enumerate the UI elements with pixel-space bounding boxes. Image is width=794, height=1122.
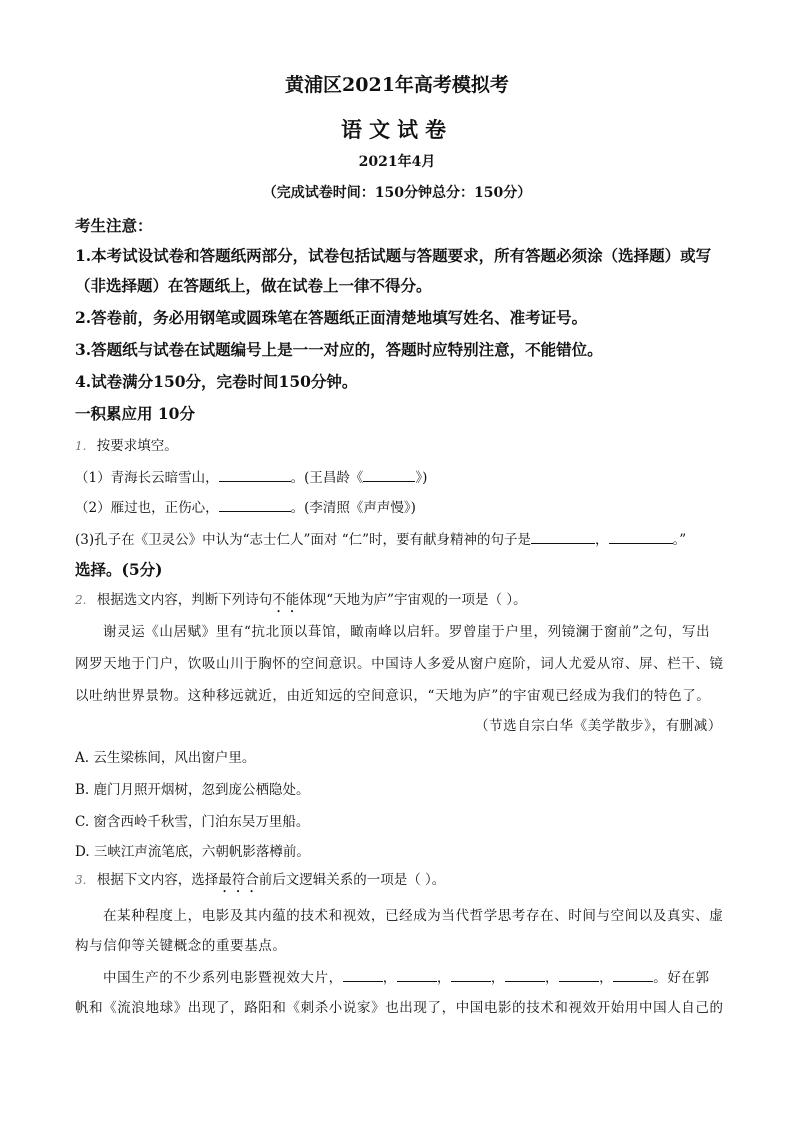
notice-heading: 考生注意：: [75, 216, 153, 235]
answer-blank[interactable]: [219, 467, 291, 482]
notice-item-4: 4.试卷满分150分，完卷时间150分钟。: [75, 372, 358, 391]
passage-2-line-2: 网罗天地于门户，饮吸山川于胸怀的空间意识。中国诗人多爱从窗户庭阶，词人尤爱从帘、屏、栏干、镜: [75, 656, 724, 672]
question-2-prompt-b: 体现“天地为庐”宇宙观的一项是（ ）。: [299, 592, 527, 608]
question-3-prompt-b: 前后文逻辑关系的一项是（ ）。: [258, 872, 446, 888]
passage-3-line-1: 在某种程度上，电影及其内蕴的技术和视效，已经成为当代哲学思考存在、时间与空间以及真实、虚: [103, 908, 724, 924]
passage-3-line-2: 构与信仰等关键概念的重要基点。: [75, 938, 287, 954]
notice-item-1-line-1: 1.本考试设试卷和答题纸两部分，试卷包括试题与答题要求，所有答题必须涂（选择题）或写: [75, 246, 712, 265]
sub-3-text-c: 。”: [672, 532, 687, 548]
option-b[interactable]: B. 鹿门月照开烟树，忽到庞公栖隐处。: [75, 782, 310, 798]
question-1-sub-1: [75, 466, 427, 486]
question-1: [75, 434, 178, 454]
question-1-sub-3: [75, 528, 686, 548]
blank-separator: ，: [599, 970, 614, 986]
answer-blank[interactable]: [451, 967, 491, 982]
blank-separator: ，: [436, 970, 451, 986]
option-c[interactable]: C. 窗含西岭千秋雪，门泊东吴万里船。: [75, 814, 310, 830]
passage-2-line-1: 谢灵运《山居赋》里有“抗北顶以葺馆，瞰南峰以启轩。罗曾崖于户里，列镜澜于窗前”之句，写出: [103, 624, 711, 640]
passage-3-line-4: 帆和《流浪地球》出现了，路阳和《刺杀小说家》也出现了，中国电影的技术和视效开始用中国人自己的: [75, 1000, 724, 1016]
question-3-emphasis: 最符合: [218, 872, 259, 888]
sub-1-text-c: 》): [415, 470, 428, 486]
answer-blank[interactable]: [363, 467, 415, 482]
question-3: [75, 868, 445, 896]
blank-separator: ，: [545, 970, 560, 986]
exam-time-info: （完成试卷时间：150分钟总分：150分）: [262, 185, 532, 201]
exam-subtitle: 语文试卷: [341, 117, 453, 142]
answer-blank[interactable]: [219, 497, 291, 512]
answer-blank[interactable]: [531, 529, 595, 544]
question-2-number: 2.: [75, 593, 87, 607]
exam-title: 黄浦区2021年高考模拟考: [285, 74, 509, 96]
section-2-heading: 选择。(5分): [75, 560, 163, 579]
passage-2-source: （节选自宗白华《美学散步》，有删减）: [474, 718, 722, 734]
sub-1-text-b: 。(王昌龄《: [290, 470, 364, 486]
option-d[interactable]: D. 三峡江声流笔底，六朝帆影落樽前。: [75, 844, 310, 860]
notice-item-1-line-2: （非选择题）在答题纸上，做在试卷上一律不得分。: [75, 276, 432, 295]
passage-3-line-3-a: 中国生产的不少系列电影暨视效大片，: [103, 970, 343, 986]
passage-3-line-3: [103, 966, 710, 986]
sub-2-text-b: 。(李清照《声声慢》): [290, 500, 416, 516]
answer-blank[interactable]: [397, 967, 437, 982]
blank-separator: ，: [490, 970, 506, 986]
question-2-emphasis: 不能: [272, 592, 300, 608]
option-a[interactable]: A. 云生梁栋间，风出窗户里。: [75, 750, 256, 766]
sub-3-text-a: (3)孔子在《卫灵公》中认为“志士仁人”面对 “仁”时，要有献身精神的句子是: [75, 532, 532, 548]
answer-blank[interactable]: [343, 967, 383, 982]
exam-date: 2021年4月: [358, 154, 436, 170]
question-3-prompt-a: 根据下文内容，选择: [96, 872, 219, 888]
answer-blank[interactable]: [609, 529, 673, 544]
sub-2-text-a: （2）雁过也，正伤心，: [75, 500, 219, 516]
answer-blank[interactable]: [613, 967, 653, 982]
question-3-number: 3.: [75, 873, 87, 887]
passage-3-line-3-b: 。好在郭: [653, 970, 710, 986]
sub-1-text-a: （1）青海长云暗雪山，: [75, 470, 219, 486]
notice-item-3: 3.答题纸与试卷在试题编号上是一一对应的，答题时应特别注意，不能错位。: [75, 340, 603, 359]
question-1-prompt: 按要求填空。: [96, 438, 178, 454]
question-2: [75, 588, 527, 616]
blank-separator: ，: [382, 970, 397, 986]
question-1-sub-2: [75, 496, 416, 516]
passage-2-line-3: 以吐纳世界景物。这种移远就近，由近知远的空间意识，“天地为庐”的宇宙观已经成为我们的特色了。: [75, 688, 711, 704]
question-2-prompt-a: 根据选文内容，判断下列诗句: [96, 592, 273, 608]
notice-item-2: 2.答卷前，务必用钢笔或圆珠笔在答题纸正面清楚地填写姓名、准考证号。: [75, 308, 588, 327]
answer-blank[interactable]: [505, 967, 545, 982]
answer-blank[interactable]: [559, 967, 599, 982]
question-1-number: 1.: [75, 439, 87, 453]
section-1-heading: 一积累应用 10分: [75, 404, 195, 423]
sub-3-text-b: ，: [595, 532, 609, 548]
